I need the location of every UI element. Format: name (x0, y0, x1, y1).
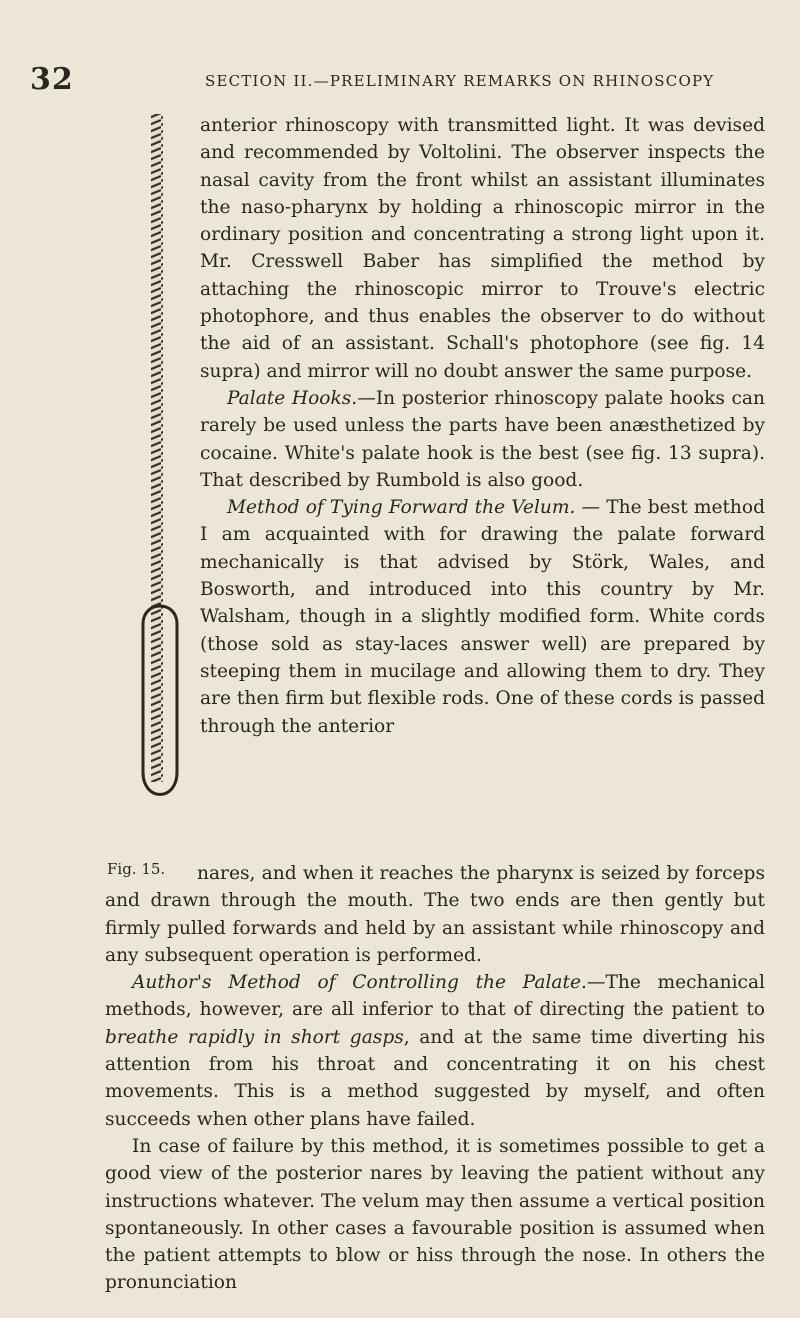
lower-text-column (105, 860, 765, 1297)
heading-palate-hooks: Palate Hooks. (227, 387, 358, 409)
upper-text-column (200, 112, 765, 740)
paragraph-authors-method (105, 969, 765, 1133)
paragraph-palate-hooks (200, 385, 765, 494)
tying-velum-text: — The best method I am acquainted with for drawing the palate forward mechanically is that advised by Störk, Wales, and Bosworth, and introduced into this country by Mr. Walsham, though in a slightly modified form. White cords (those sold as stay-laces answer well) are prepared by steeping them in mucilage and allowing them to dry. They are then firm but flexible rods. One of these cords is passed through the anterior (200, 497, 765, 737)
authors-method-text-b: , and at the same time diverting his attention from his throat and concentrating it on his chest movements. This is a method suggested by myself, and often succeeds when other plans have failed. (105, 1026, 766, 1130)
paragraph-tying-velum (200, 494, 765, 740)
palate-cord-illustration (137, 112, 183, 802)
authors-method-text-a: —The mechanical methods, however, are all inferior to that of directing the patient to (105, 972, 765, 1021)
figure-15 (125, 112, 195, 802)
paragraph-rhinoscopy-transmitted-light: anterior rhinoscopy with transmitted light. It was devised and recommended by Voltolini. The observer inspects the nasal cavity from the front whilst an assistant illuminates the naso-pharynx by holding a rhinoscopic mirror in the ordinary position and concentrating a strong light upon it. Mr. Cresswell Baber has simplified the method by attaching the rhinoscopic mirror to Trouve's electric photophore, and thus enables the observer to do without the aid of an assistant. Schall's photophore (see fig. 14 supra) and mirror will no doubt answer the same purpose. (200, 115, 765, 382)
page-number: 32 (30, 62, 74, 97)
paragraph-case-of-failure: In case of failure by this method, it is sometimes possible to get a good view of the posterior nares by leaving the patient without any instructions whatever. The velum may then assume a vertical position spontaneously. In other cases a favourable position is assumed when the patient attempts to blow or hiss through the nose. In others the pronunciation (105, 1135, 765, 1294)
heading-authors-method: Author's Method of Controlling the Palate. (132, 972, 587, 994)
heading-tying-velum: Method of Tying Forward the Velum. (227, 497, 576, 519)
page-header (0, 62, 800, 102)
authors-method-emphasis: breathe rapidly in short gasps (105, 1026, 404, 1048)
running-head: SECTION II.—PRELIMINARY REMARKS ON RHINOSCOPY (205, 72, 715, 90)
palate-hooks-text: —In posterior rhinoscopy palate hooks can rarely be used unless the parts have been anæsthetized by cocaine. White's palate hook is the best (see fig. 13 supra). That described by Rumbold is also good. (200, 387, 765, 491)
figure-caption: Fig. 15. (107, 860, 166, 878)
tying-velum-text-continued: nares, and when it reaches the pharynx is seized by forceps and drawn through the mouth. The two ends are then gently but firmly pulled forwards and held by an assistant while rhinoscopy and any subsequent operation is performed. (105, 863, 765, 966)
paragraph-tying-velum-continued (105, 860, 765, 969)
